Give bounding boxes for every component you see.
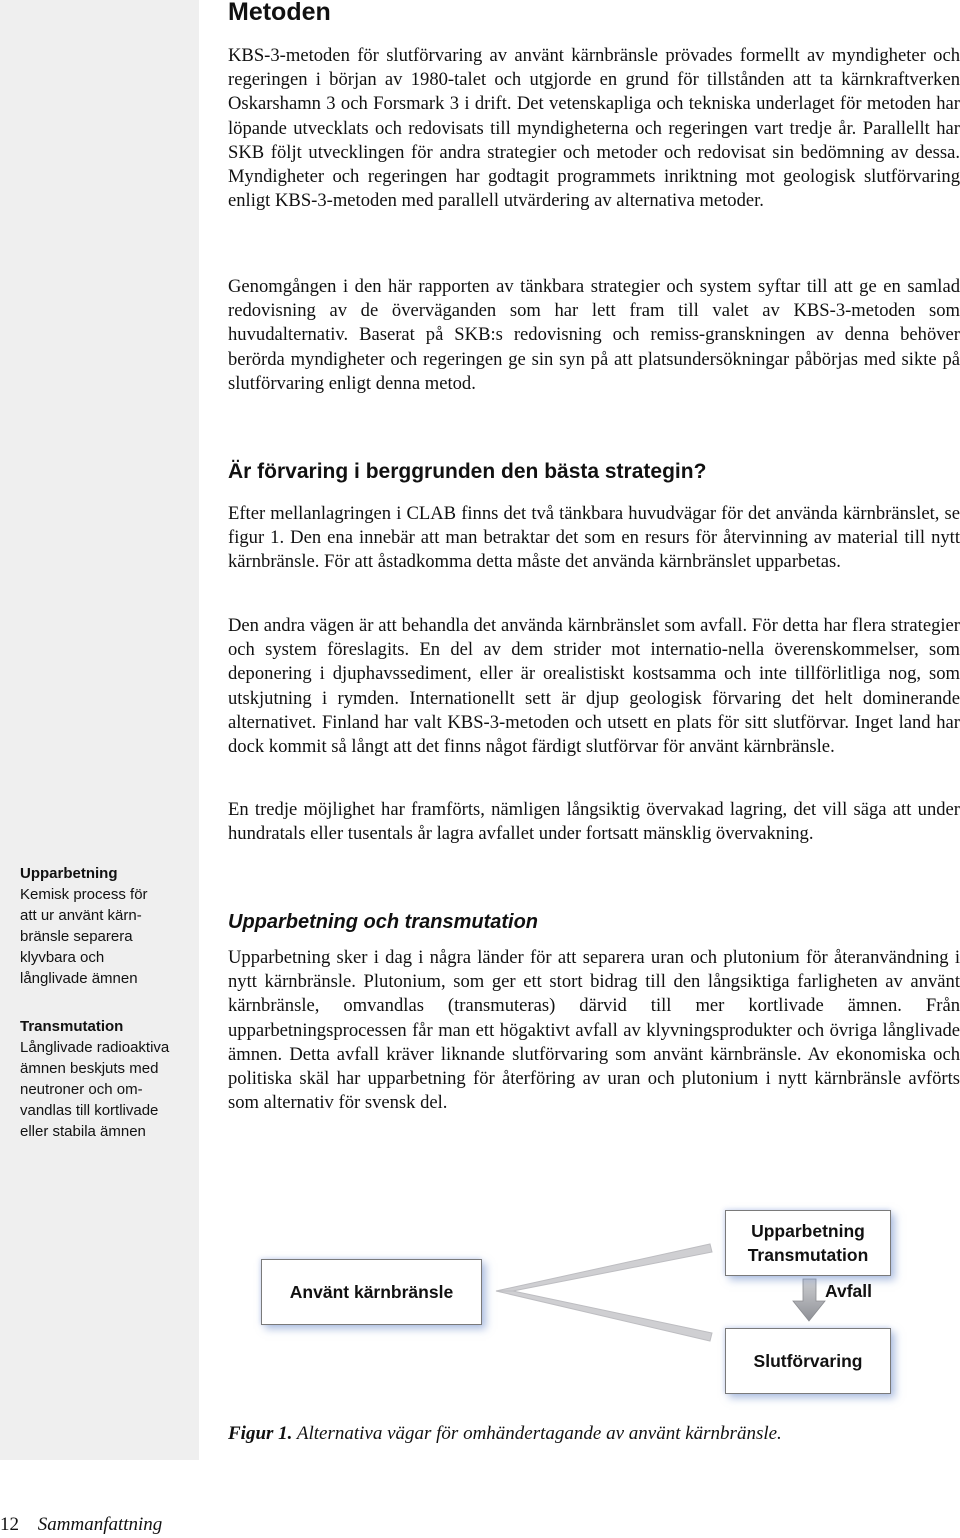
figure-caption-text: Alternativa vägar för omhändertagande av använt kärnbränsle.: [296, 1423, 782, 1444]
paragraph-4: Den andra vägen är att behandla det använda kärnbränslet som avfall. För detta har flera strategier och system föreslagits. En del av dem strider mot internatio-nella överenskommelser, som deponering i djuphavssediment, eller är orealistiskt kostsamma och inte tillförlitliga nog, som utskjutning i rymden. Internationellt sett är djup geologisk förvaring det helt dominerande alternativet. Finland har valt KBS-3-metoden och utsett en plats för sitt slutförvar. Inget land har dock kommit så långt att det finns något färdigt slutförvar för använt kärnbränsle.: [228, 615, 960, 758]
glossary-term-transmutation: Transmutation: [20, 1018, 124, 1035]
figure-1: [228, 1205, 928, 1405]
page-number: 12: [0, 1514, 19, 1535]
box-upparbetning-transmutation: Upparbetning Transmutation: [725, 1210, 891, 1276]
box-anvant-karnbransle: Använt kärnbränsle: [261, 1259, 482, 1325]
glossary-definition-upparbetning: Kemisk process för att ur använt kärn- bränsle separera klyvbara och långlivade ämnen: [20, 886, 148, 987]
box-slutforvaring: Slutförvaring: [725, 1328, 891, 1394]
figure-caption-label: Figur 1.: [228, 1423, 293, 1444]
subheading-upparbetning: Upparbetning och transmutation: [228, 911, 538, 933]
glossary-sidebar: [20, 863, 192, 1142]
branch-arrow-up: [496, 1244, 712, 1291]
paragraph-2: Genomgången i den här rapporten av tänkbara strategier och system syftar till att ge en samlad redovisning av de överväganden som har lett fram till valet av KBS-3-metoden som huvudalternativ. Baserat på SKB:s redovisning och remiss-granskningen av denna behöver berörda myndigheter och regeringen ge sin syn på att platsundersökningar påbörjas med sikte på slutförvaring enligt denna metod.: [228, 276, 960, 394]
glossary-term-upparbetning: Upparbetning: [20, 865, 118, 882]
paragraph-3: Efter mellanlagringen i CLAB finns det två tänkbara huvudvägar för det använda kärnbränslet, se figur 1. Den ena innebär att man betraktar det som en resurs för återvinning av material till nytt kärnbränsle. För att åstadkomma detta måste det använda kärnbränslet upparbetas.: [228, 503, 960, 573]
section-title: Metoden: [228, 0, 331, 26]
subheading-strategy: Är förvaring i berggrunden den bästa strategin?: [228, 460, 707, 483]
sidebar-panel: [0, 0, 199, 1460]
footer-section-name: Sammanfattning: [37, 1514, 163, 1535]
branch-arrow-down: [496, 1291, 712, 1341]
paragraph-5: En tredje möjlighet har framförts, nämligen långsiktig övervakad lagring, det vill säga att under hundratals eller tusentals år lagra avfallet under fortsatt mänsklig övervakning.: [228, 799, 960, 845]
label-avfall: Avfall: [825, 1281, 873, 1301]
down-arrow: [793, 1279, 825, 1321]
glossary-definition-transmutation: Långlivade radioaktiva ämnen beskjuts med neutroner och om- vandlas till kortlivade eller stabila ämnen: [20, 1039, 170, 1140]
paragraph-1: KBS-3-metoden för slutförvaring av använt kärnbränsle prövades formellt av myndigheter och regeringen i början av 1980-talet och utgjorde en grund för tillstånden att ta kärnkraftverken Oskarshamn 3 och Forsmark 3 i drift. Det vetenskapliga och tekniska underlaget för metoden har löpande utvecklats och redovisats till myndigheterna och regeringen vart tredje år. Parallellt har SKB följt utvecklingen för andra strategier och metoder och redovisat sin bedömning av dessa. Myndigheter och regeringen har godtagit programmets inriktning mot geologisk slutförvaring enligt KBS-3-metoden med parallell utvärdering av alternativa metoder.: [228, 45, 960, 212]
paragraph-6: Upparbetning sker i dag i några länder för att separera uran och plutonium för återanvändning i nytt kärnbränsle. Plutonium, som ger ett stort bidrag till den långsiktiga farligheten av använt kärnbränsle, omvandlas (transmuteras) därvid till mer kortlivade ämnen. Från upparbetningsprocessen får man ett högaktivt avfall av klyvningsprodukter och övriga långlivade ämnen. Detta avfall kräver liknande slutförvaring som använt kärnbränsle. Av ekonomiska och politiska skäl har upparbetning för återföring av uran och plutonium i nytt kärnbränsle avförts som alternativ för svensk del.: [228, 947, 960, 1114]
page-footer: [0, 1513, 162, 1537]
figure-caption: [228, 1421, 782, 1447]
